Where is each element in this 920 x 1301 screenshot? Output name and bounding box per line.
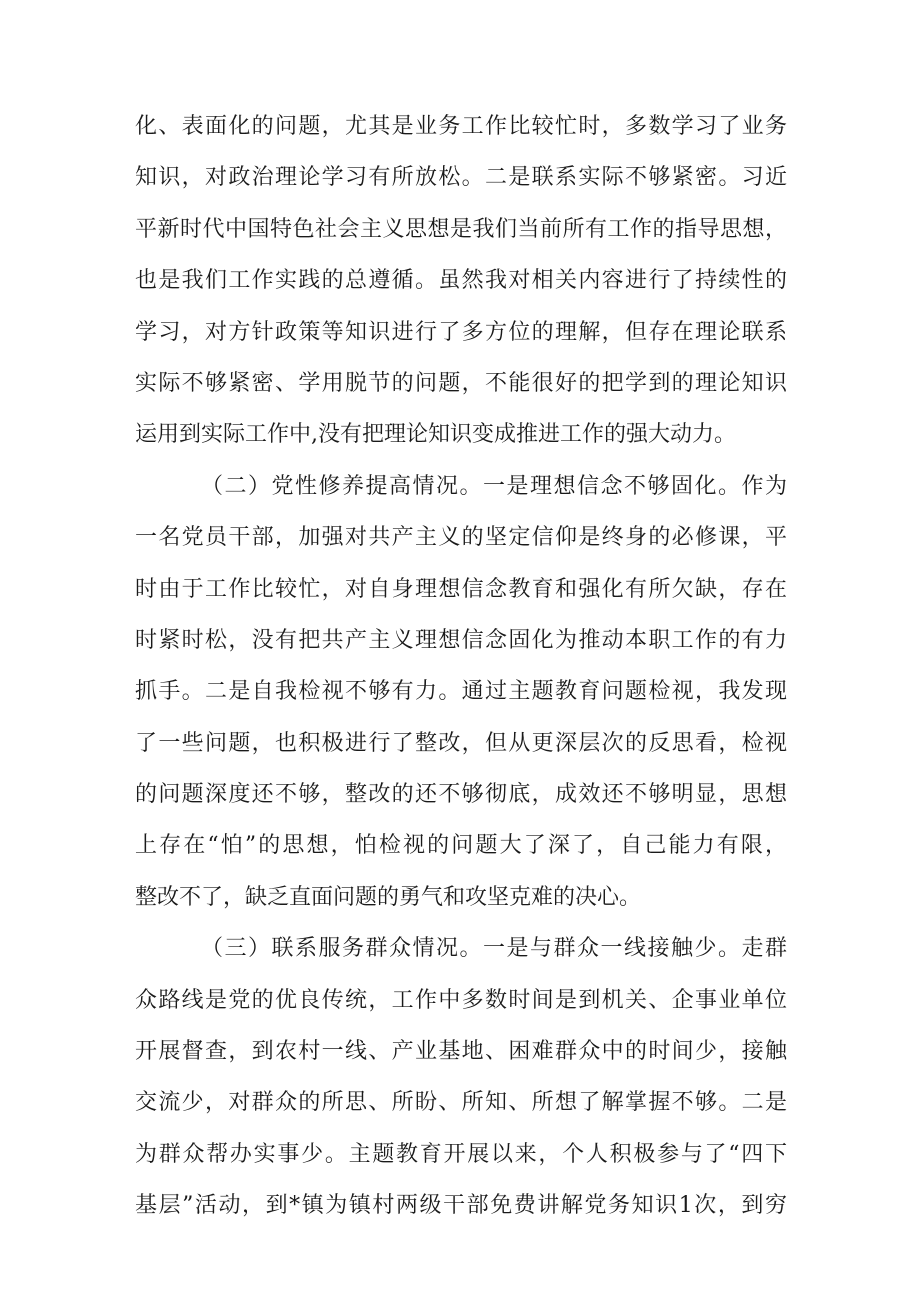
text-line: （三）联系服务群众情况。一是与群众一线接触少。走群 [201, 936, 787, 962]
text-line: 学习，对方针政策等知识进行了多方位的理解，但存在理论联系 [135, 319, 787, 345]
text-line: 整改不了，缺乏直面问题的勇气和攻坚克难的决心。 [135, 884, 642, 910]
text-line: 上存在“怕”的思想，怕检视的问题大了深了，自己能力有限， [135, 833, 787, 859]
text-line: 知识，对政治理论学习有所放松。二是联系实际不够紧密。习近 [135, 165, 787, 191]
text-line: 抓手。二是自我检视不够有力。通过主题教育问题检视，我发现 [135, 679, 787, 705]
text-line: （二）党性修养提高情况。一是理想信念不够固化。作为 [201, 473, 787, 499]
text-line: 了一些问题，也积极进行了整改，但从更深层次的反思看，检视 [135, 730, 787, 756]
text-line: 为群众帮办实事少。主题教育开展以来，个人积极参与了“四下 [135, 1141, 787, 1167]
document-body [135, 101, 787, 1232]
text-line: 众路线是党的优良传统，工作中多数时间是到机关、企事业单位 [135, 987, 787, 1013]
text-line: 运用到实际工作中,没有把理论知识变成推进工作的强大动力。 [135, 422, 736, 448]
text-line: 开展督查，到农村一线、产业基地、困难群众中的时间少，接触 [135, 1039, 787, 1065]
text-line: 基层”活动，到*镇为镇村两级干部免费讲解党务知识1次，到穷 [135, 1193, 787, 1219]
text-line: 一名党员干部，加强对共产主义的坚定信仰是终身的必修课，平 [135, 525, 787, 551]
text-line: 时紧时松，没有把共产主义理想信念固化为推动本职工作的有力 [135, 627, 787, 653]
text-line: 交流少，对群众的所思、所盼、所知、所想了解掌握不够。二是 [135, 1090, 787, 1116]
text-line: 化、表面化的问题，尤其是业务工作比较忙时，多数学习了业务 [135, 114, 787, 139]
text-line: 实际不够紧密、学用脱节的问题，不能很好的把学到的理论知识 [135, 370, 787, 396]
text-line: 的问题深度还不够，整改的还不够彻底，成效还不够明显，思想 [135, 782, 787, 808]
text-line: 平新时代中国特色社会主义思想是我们当前所有工作的指导思想， [135, 216, 787, 242]
text-line: 时由于工作比较忙，对自身理想信念教育和强化有所欠缺，存在 [135, 576, 787, 602]
text-line: 也是我们工作实践的总遵循。虽然我对相关内容进行了持续性的 [135, 268, 787, 294]
